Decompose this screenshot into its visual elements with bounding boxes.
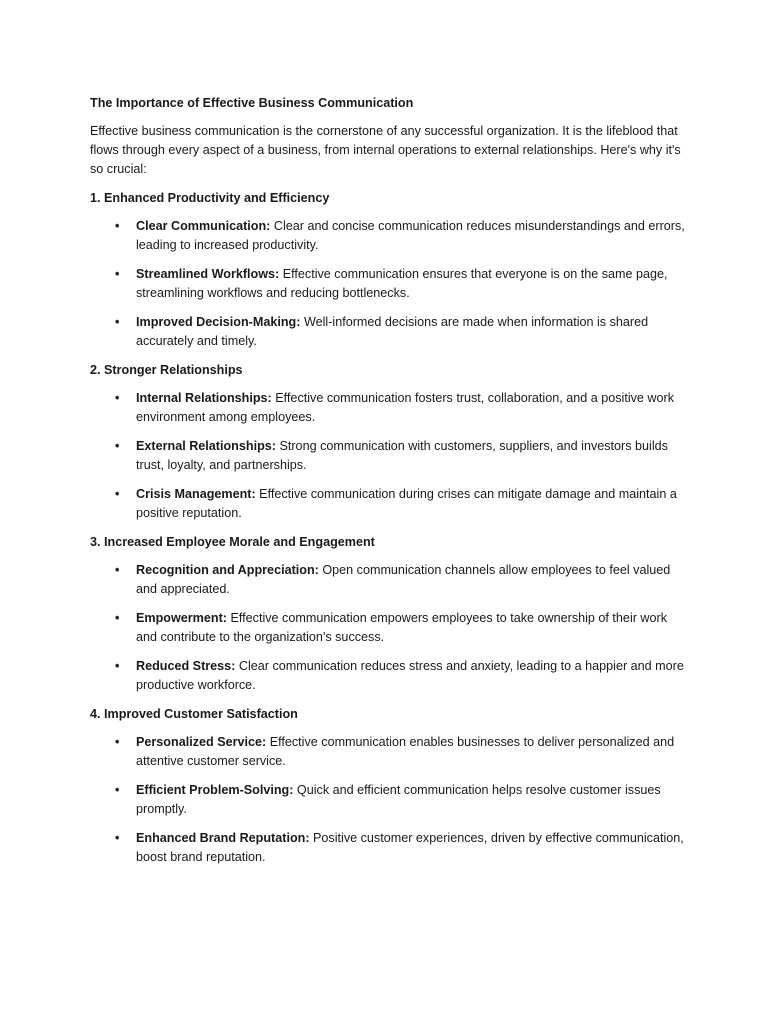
- bullet-list: [90, 389, 690, 523]
- item-text: Open communication channels allow employees to feel valued and appreciated.: [136, 563, 671, 596]
- bullet-list: [90, 217, 690, 351]
- list-item: [90, 733, 690, 771]
- item-term: Enhanced Brand Reputation:: [136, 831, 310, 845]
- bullet-list: [90, 733, 690, 867]
- item-term: Reduced Stress:: [136, 659, 236, 673]
- item-term: Internal Relationships:: [136, 391, 272, 405]
- item-text: Effective communication ensures that everyone is on the same page, streamlining workflows and reducing bottlenecks.: [136, 267, 668, 300]
- list-item: [90, 829, 690, 867]
- bullet-icon: •: [115, 735, 120, 749]
- item-text: Quick and efficient communication helps resolve customer issues promptly.: [136, 783, 661, 816]
- item-text: Well-informed decisions are made when information is shared accurately and timely.: [136, 315, 649, 348]
- item-term: Crisis Management:: [136, 487, 256, 501]
- item-term: Personalized Service:: [136, 735, 267, 749]
- list-item: [90, 485, 690, 523]
- list-item: [90, 217, 690, 255]
- list-item: [90, 609, 690, 647]
- bullet-list: [90, 561, 690, 695]
- section-heading: 2. Stronger Relationships: [90, 363, 243, 377]
- item-text: Effective communication during crises can mitigate damage and maintain a positive reputation.: [136, 487, 677, 520]
- bullet-icon: •: [115, 219, 120, 233]
- item-term: Empowerment:: [136, 611, 227, 625]
- bullet-icon: •: [115, 487, 120, 501]
- item-text: Clear and concise communication reduces misunderstandings and errors, leading to increased productivity.: [136, 219, 685, 252]
- item-term: Clear Communication:: [136, 219, 271, 233]
- section-heading: 1. Enhanced Productivity and Efficiency: [90, 191, 330, 205]
- bullet-icon: •: [115, 831, 120, 845]
- bullet-icon: •: [115, 391, 120, 405]
- document-title: The Importance of Effective Business Communication: [90, 96, 414, 110]
- item-text: Effective communication enables businesses to deliver personalized and attentive customer service.: [136, 735, 675, 768]
- item-term: External Relationships:: [136, 439, 276, 453]
- item-term: Efficient Problem-Solving:: [136, 783, 294, 797]
- list-item: [90, 389, 690, 427]
- list-item: [90, 781, 690, 819]
- item-term: Streamlined Workflows:: [136, 267, 280, 281]
- list-item: [90, 437, 690, 475]
- section-heading: 4. Improved Customer Satisfaction: [90, 707, 298, 721]
- item-term: Improved Decision-Making:: [136, 315, 301, 329]
- item-text: Strong communication with customers, suppliers, and investors builds trust, loyalty, and partnerships.: [136, 439, 668, 472]
- item-text: Clear communication reduces stress and anxiety, leading to a happier and more productive workforce.: [136, 659, 684, 692]
- list-item: [90, 561, 690, 599]
- bullet-icon: •: [115, 783, 120, 797]
- bullet-icon: •: [115, 315, 120, 329]
- bullet-icon: •: [115, 563, 120, 577]
- bullet-icon: •: [115, 267, 120, 281]
- bullet-icon: •: [115, 659, 120, 673]
- item-term: Recognition and Appreciation:: [136, 563, 319, 577]
- bullet-icon: •: [115, 439, 120, 453]
- list-item: [90, 313, 690, 351]
- list-item: [90, 265, 690, 303]
- section-heading: 3. Increased Employee Morale and Engagement: [90, 535, 375, 549]
- list-item: [90, 657, 690, 695]
- item-text: Effective communication empowers employees to take ownership of their work and contribute to the organization's success.: [136, 611, 668, 644]
- intro-paragraph: Effective business communication is the cornerstone of any successful organization. It is the lifeblood that flows through every aspect of a business, from internal operations to external relationships. Here's why it's so crucial:: [90, 124, 681, 176]
- bullet-icon: •: [115, 611, 120, 625]
- item-text: Effective communication fosters trust, collaboration, and a positive work environment among employees.: [136, 391, 675, 424]
- item-text: Positive customer experiences, driven by effective communication, boost brand reputation.: [136, 831, 684, 864]
- document-page: [90, 94, 690, 877]
